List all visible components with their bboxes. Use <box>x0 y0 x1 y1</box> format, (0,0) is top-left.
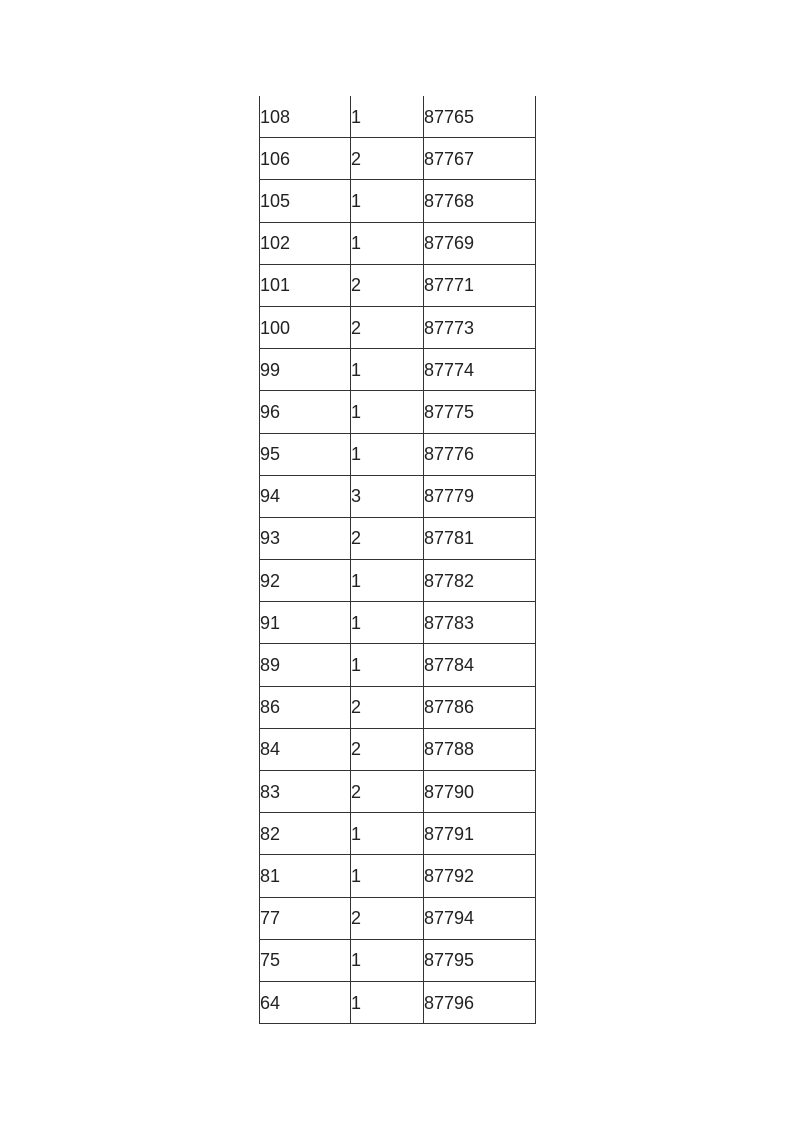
table-row <box>260 981 536 1023</box>
count-cell: 2 <box>351 517 424 559</box>
score-cell: 102 <box>260 222 351 264</box>
cumulative-cell: 87765 <box>424 96 536 138</box>
score-cell: 81 <box>260 855 351 897</box>
table-row <box>260 222 536 264</box>
cumulative-cell: 87791 <box>424 813 536 855</box>
table-row <box>260 813 536 855</box>
cumulative-cell: 87784 <box>424 644 536 686</box>
score-cell: 83 <box>260 771 351 813</box>
cumulative-cell: 87782 <box>424 560 536 602</box>
score-cell: 82 <box>260 813 351 855</box>
score-cell: 75 <box>260 939 351 981</box>
score-cell: 106 <box>260 138 351 180</box>
table-row <box>260 686 536 728</box>
data-table <box>259 96 536 1024</box>
count-cell: 2 <box>351 306 424 348</box>
cumulative-cell: 87771 <box>424 264 536 306</box>
table-row <box>260 433 536 475</box>
table-row <box>260 349 536 391</box>
cumulative-cell: 87775 <box>424 391 536 433</box>
cumulative-cell: 87796 <box>424 981 536 1023</box>
score-cell: 77 <box>260 897 351 939</box>
count-cell: 1 <box>351 813 424 855</box>
count-cell: 1 <box>351 180 424 222</box>
count-cell: 1 <box>351 981 424 1023</box>
score-cell: 84 <box>260 728 351 770</box>
cumulative-cell: 87783 <box>424 602 536 644</box>
count-cell: 2 <box>351 897 424 939</box>
count-cell: 1 <box>351 222 424 264</box>
cumulative-cell: 87794 <box>424 897 536 939</box>
cumulative-cell: 87768 <box>424 180 536 222</box>
score-cell: 95 <box>260 433 351 475</box>
count-cell: 1 <box>351 602 424 644</box>
count-cell: 1 <box>351 560 424 602</box>
table-body <box>260 96 536 1024</box>
count-cell: 2 <box>351 728 424 770</box>
cumulative-cell: 87790 <box>424 771 536 813</box>
count-cell: 1 <box>351 391 424 433</box>
cumulative-cell: 87781 <box>424 517 536 559</box>
table-row <box>260 475 536 517</box>
count-cell: 2 <box>351 264 424 306</box>
count-cell: 1 <box>351 939 424 981</box>
table-row <box>260 560 536 602</box>
cumulative-cell: 87795 <box>424 939 536 981</box>
cumulative-cell: 87769 <box>424 222 536 264</box>
count-cell: 2 <box>351 771 424 813</box>
count-cell: 1 <box>351 96 424 138</box>
cumulative-cell: 87792 <box>424 855 536 897</box>
table-row <box>260 855 536 897</box>
count-cell: 3 <box>351 475 424 517</box>
count-cell: 1 <box>351 855 424 897</box>
score-cell: 108 <box>260 96 351 138</box>
score-cell: 86 <box>260 686 351 728</box>
score-cell: 64 <box>260 981 351 1023</box>
cumulative-cell: 87786 <box>424 686 536 728</box>
table-row <box>260 391 536 433</box>
table-row <box>260 264 536 306</box>
table-row <box>260 728 536 770</box>
count-cell: 1 <box>351 433 424 475</box>
cumulative-cell: 87776 <box>424 433 536 475</box>
count-cell: 2 <box>351 138 424 180</box>
score-cell: 101 <box>260 264 351 306</box>
table-row <box>260 644 536 686</box>
score-cell: 100 <box>260 306 351 348</box>
table-row <box>260 138 536 180</box>
cumulative-cell: 87788 <box>424 728 536 770</box>
cumulative-cell: 87767 <box>424 138 536 180</box>
cumulative-cell: 87774 <box>424 349 536 391</box>
table-row <box>260 939 536 981</box>
count-cell: 2 <box>351 686 424 728</box>
table-row <box>260 897 536 939</box>
score-cell: 89 <box>260 644 351 686</box>
score-cell: 93 <box>260 517 351 559</box>
score-cell: 99 <box>260 349 351 391</box>
score-cell: 92 <box>260 560 351 602</box>
table-row <box>260 771 536 813</box>
table-row <box>260 517 536 559</box>
cumulative-cell: 87779 <box>424 475 536 517</box>
score-cell: 96 <box>260 391 351 433</box>
count-cell: 1 <box>351 644 424 686</box>
count-cell: 1 <box>351 349 424 391</box>
score-cell: 91 <box>260 602 351 644</box>
table-row <box>260 602 536 644</box>
table-row <box>260 96 536 138</box>
table-row <box>260 180 536 222</box>
cumulative-cell: 87773 <box>424 306 536 348</box>
score-cell: 94 <box>260 475 351 517</box>
score-cell: 105 <box>260 180 351 222</box>
table-row <box>260 306 536 348</box>
